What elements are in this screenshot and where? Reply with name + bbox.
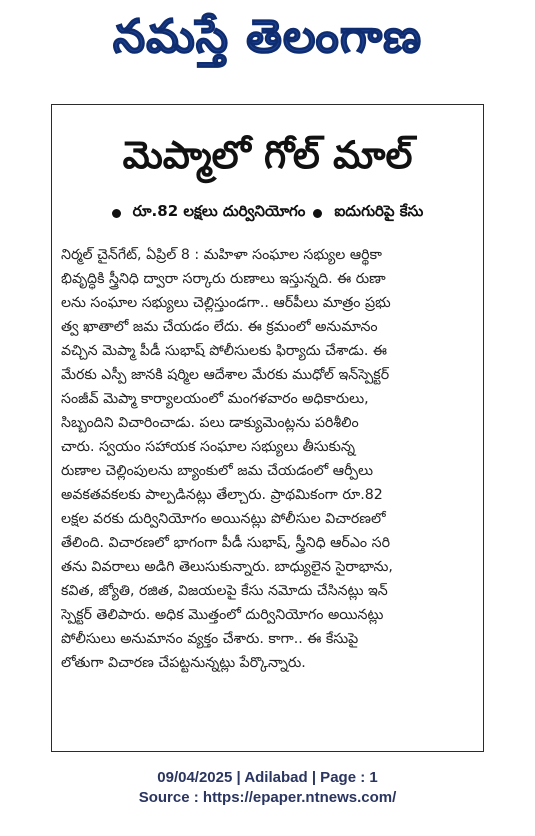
body-line: తను వివరాలు అడిగి తెలుసుకున్నారు. బాధ్యులైన సైరాభాను, [61,559,393,575]
article-body [61,243,476,675]
body-line: నిర్మల్ చైన్‌గేట్, ఏప్రిల్ 8 : మహిళా సంఘాల సభ్యుల ఆర్థికా [61,247,382,263]
body-line: లక్షల వరకు దుర్వినియోగం అయినట్లు పోలీసుల విచారణలో [61,511,386,527]
body-line: సిబ్బందిని విచారించాడు. పలు డాక్యుమెంట్లను పరిశీలిం [61,415,359,431]
body-line: త్వ ఖాతాలో జమ చేయడం లేదు. ఈ క్రమంలో అనుమానం [61,319,378,335]
page-footer [0,768,535,808]
body-line: స్పెక్టర్ తెలిపారు. అధిక మొత్తంలో దుర్వినియోగం అయినట్లు [61,607,384,623]
article-headline: మెప్మాలో గోల్ మాల్ [122,133,413,177]
body-line: మేరకు ఎస్పీ జానకి షర్మిల ఆదేశాల మేరకు ముధోల్ ఇన్‌స్పెక్టర్ [61,367,390,383]
body-line: పోలీసులు అనుమానం వ్యక్తం చేశారు. కాగా.. ఈ కేసుపై [61,631,359,647]
subhead-1: రూ.82 లక్షలు దుర్వినియోగం [132,202,306,220]
body-line: వచ్చిన మెప్మా పీడీ సుభాష్ పోలీసులకు ఫిర్యాదు చేశాడు. ఈ [61,343,387,359]
news-clipping [51,104,484,752]
body-line: రుణాల చెల్లింపులను బ్యాంకులో జమ చేయడంలో ఆర్పీలు [61,463,373,479]
body-line: లోతుగా విచారణ చేపట్టనున్నట్లు పేర్కొన్నారు. [61,655,306,671]
body-line: చారు. స్వయం సహాయక సంఘాల సభ్యులు తీసుకున్న [61,439,356,455]
subhead-2: ఐదుగురిపై కేసు [334,202,424,220]
article-subheads [52,202,483,224]
body-line: తేలింది. విచారణలో భాగంగా పీడీ సుభాష్, స్త్రీనిధి ఆర్‌ఎం సరి [61,535,390,551]
bullet-icon [313,209,322,218]
masthead [0,0,535,88]
body-line: అవకతవకలకు పాల్పడినట్లు తేల్చారు. ప్రాథమికంగా రూ.82 [61,487,383,503]
source-link[interactable]: Source : https://epaper.ntnews.com/ [138,789,397,806]
newspaper-logo: నమస్తే తెలంగాణ [112,9,423,63]
bullet-icon [112,209,121,218]
body-line: సంజీవ్ మెప్మా కార్యాలయంలో మంగళవారం అధికారులు, [61,391,369,407]
edition-info: 09/04/2025 | Adilabad | Page : 1 [157,769,378,786]
body-line: భివృద్ధికి స్త్రీనిధి ద్వారా సర్కారు రుణాలు ఇస్తున్నది. ఈ రుణా [61,271,386,287]
body-line: లను సంఘాల సభ్యులు చెల్లిస్తుండగా.. ఆర్‌పీలు మాత్రం ప్రభు [61,295,391,311]
body-line: కవిత, జ్యోతి, రజిత, విజయలపై కేసు నమోదు చేసినట్లు ఇన్ [61,583,388,599]
